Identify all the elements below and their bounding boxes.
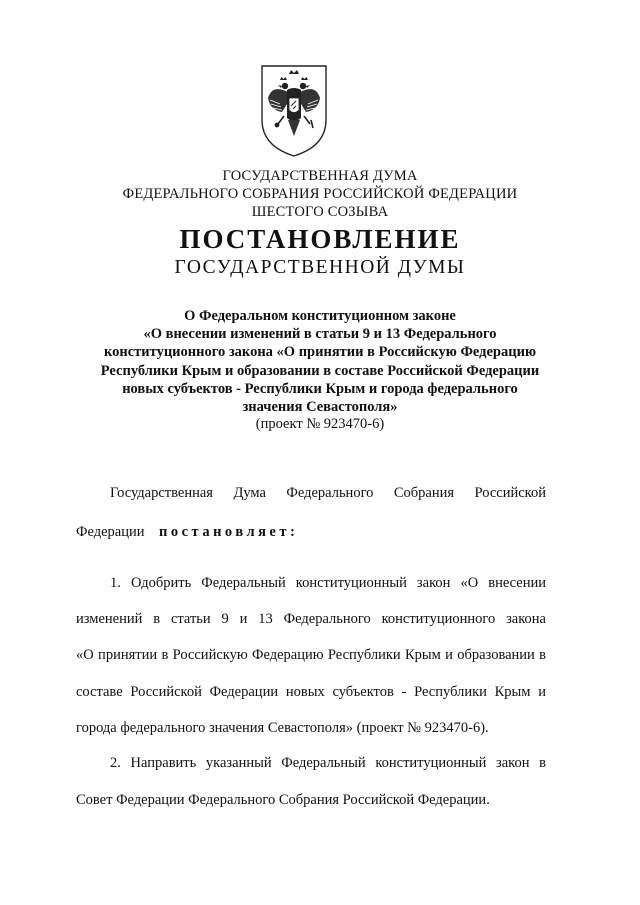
preamble-text: Государственная Дума Федерального Собрания Российской	[110, 485, 546, 501]
subject-line: О Федеральном конституционном законе	[184, 308, 456, 324]
project-number: (проект № 923470-6)	[255, 416, 385, 432]
subject-line: новых субъектов - Республики Крым и города федерального	[122, 380, 518, 397]
resolution-subject	[95, 307, 545, 416]
item-1-line	[76, 610, 546, 628]
item-2-line	[110, 754, 546, 772]
item-1-text: 1. Одобрить Федеральный конституционный закон «О внесении	[110, 575, 546, 591]
subject-line: значения Севастополя»	[242, 399, 398, 416]
item-1-text: изменений в статьи 9 и 13 Федерального конституционного закона	[76, 611, 546, 627]
item-1-text: города федерального значения Севастополя» (проект № 923470-6).	[76, 720, 489, 736]
preamble-federation: Федерации	[76, 524, 145, 540]
item-1-line	[110, 574, 546, 592]
document-subtitle: ГОСУДАРСТВЕННОЙ ДУМЫ	[174, 257, 466, 278]
resolves-word: постановляет:	[158, 524, 299, 540]
item-2-text: 2. Направить указанный Федеральный конституционный закон в	[110, 755, 546, 771]
state-emblem-icon	[258, 62, 330, 160]
item-2-line	[76, 791, 546, 809]
item-1-text: составе Российской Федерации новых субъектов - Республики Крым и	[76, 684, 546, 700]
subject-line: «О внесении изменений в статьи 9 и 13 Федерального	[143, 326, 497, 343]
document-title: ПОСТАНОВЛЕНИЕ	[179, 224, 461, 254]
subject-line: конституционного закона «О принятии в Российскую Федерацию	[103, 344, 537, 361]
item-1-line	[76, 646, 546, 664]
preamble-line-1	[110, 484, 546, 502]
item-2-text: Совет Федерации Федерального Собрания Российской Федерации.	[76, 792, 490, 808]
parliament-header	[0, 167, 640, 221]
item-1-line	[76, 719, 546, 737]
header-line-1: ГОСУДАРСТВЕННАЯ ДУМА	[222, 168, 418, 184]
header-line-3: ШЕСТОГО СОЗЫВА	[251, 204, 389, 220]
item-1-line	[76, 683, 546, 701]
header-line-2: ФЕДЕРАЛЬНОГО СОБРАНИЯ РОССИЙСКОЙ ФЕДЕРАЦИИ	[122, 186, 518, 202]
preamble-line-2	[76, 523, 546, 541]
item-1-text: «О принятии в Российскую Федерацию Республики Крым и образовании в	[76, 647, 546, 663]
subject-line: Республики Крым и образовании в составе Российской Федерации	[100, 362, 540, 379]
